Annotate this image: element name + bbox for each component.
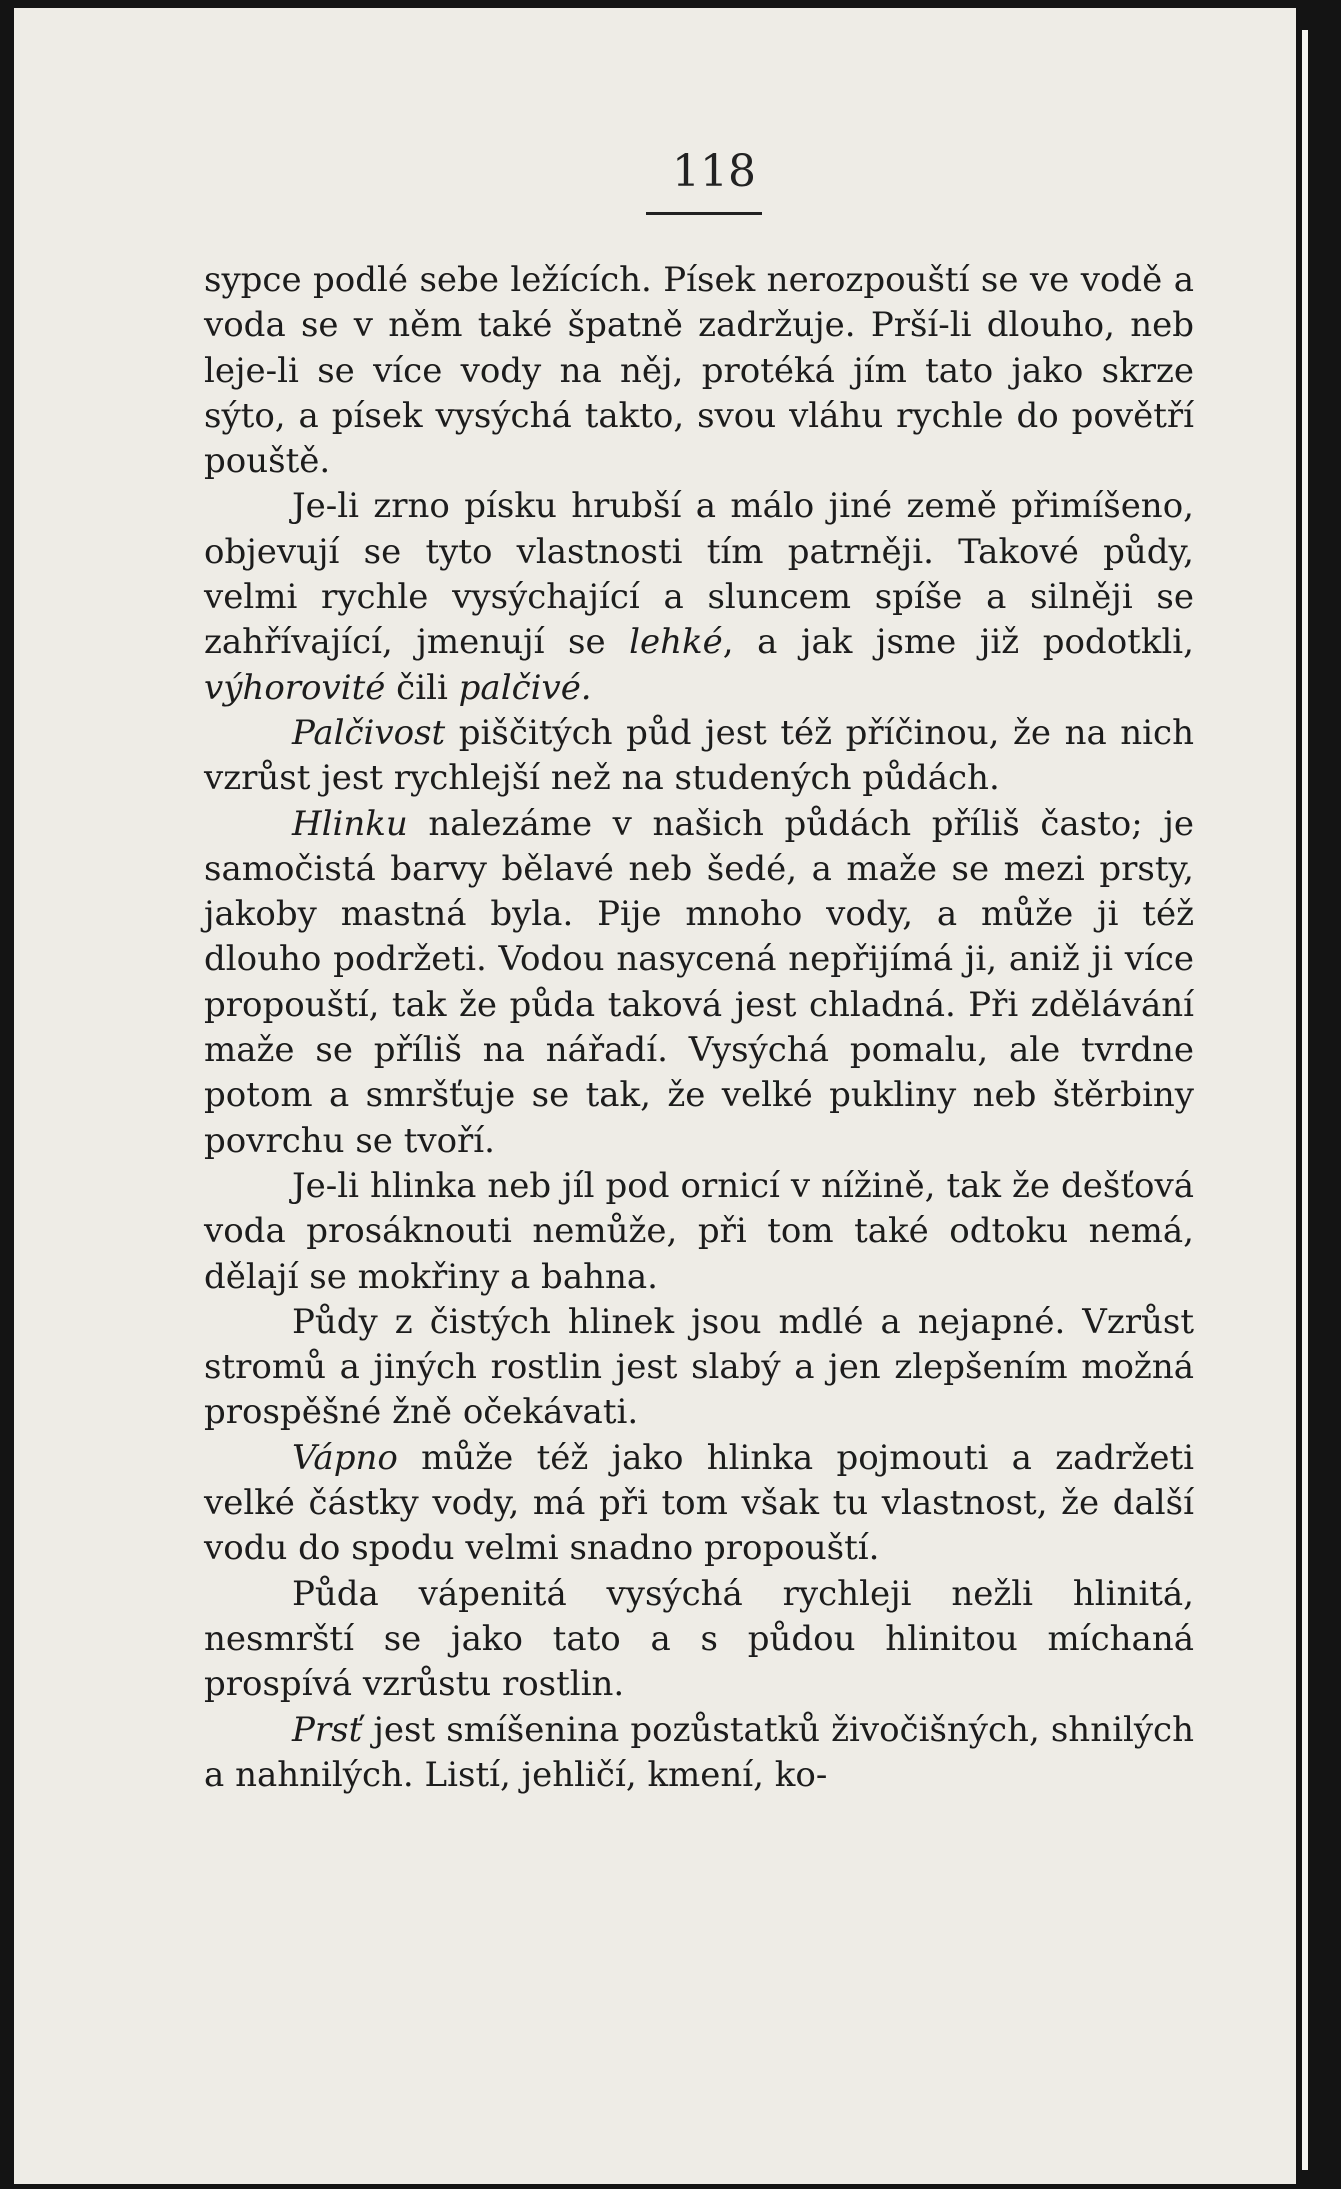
page-edge-strip [1302,30,1308,2170]
italic-term: Vápno [292,1437,398,1478]
text-run: piščitých půd jest též příčinou, že na nich vzrůst jest rychlejší než na studených půdách. [204,712,1194,799]
italic-term: Hlinku [292,803,408,844]
paragraph [204,1164,1194,1300]
text-run: nalezáme v našich půdách příliš často; je samočistá barvy bělavé neb šedé, a maže se mezi prsty, jakoby mastná byla. Pije mnoho vody, a může ji též dlouho podržeti. Vodou nasycená nepřijímá ji, aniž ji více propouští, tak že půda taková jest chladná. Při zdělávání maže se příliš na nářadí. Vysýchá pomalu, ale tvrdne potom a smršťuje se tak, že velké pukliny neb štěrbiny povrchu se tvoří. [204,803,1194,1161]
paragraph [204,802,1194,1164]
text-run: jest smíšenina pozůstatků živočišných, shnilých a nahnilých. Listí, jehličí, kmení, ko- [204,1709,1194,1795]
paragraph [204,484,1194,710]
page-number-rule [646,212,762,215]
paragraph [204,711,1194,802]
paragraph [204,1572,1194,1708]
italic-term: Palčivost [292,712,446,753]
text-run: sypce podlé sebe ležících. Písek nerozpouští se ve vodě a voda se v něm také špatně zadržuje. Prší-li dlouho, neb leje-li se více vody na něj, protéká jím tato jako skrze sýto, a písek vysýchá takto, svou vláhu rychle do povětří pouště. [204,260,1194,482]
italic-term: výhorovité [204,667,386,708]
book-page [14,8,1296,2184]
text-run: Je-li zrno písku hrubší a málo jiné země přimíšeno, objevují se tyto vlastnosti tím patrněji. Takové půdy, velmi rychle vysýchající a sluncem spíše a silněji se zahřívající, jmenují se [204,486,1194,663]
text-run: Půda vápenitá vysýchá rychleji nežli hlinitá, nesmrští se jako tato a s půdou hlinitou míchaná prospívá vzrůstu rostlin. [204,1573,1194,1705]
italic-term: lehké [629,622,723,663]
paragraph [204,258,1194,484]
page-number: 118 [672,146,756,197]
italic-term: palčivé. [458,667,592,708]
paragraph [204,1708,1194,1799]
paragraph [204,1436,1194,1572]
text-run: Je-li hlinka neb jíl pod ornicí v nížině, tak že dešťová voda prosáknouti nemůže, při tom také odtoku nemá, dělají se mokřiny a bahna. [204,1165,1194,1297]
text-run: , a jak jsme již podotkli, [722,622,1194,663]
text-run: čili [385,667,459,708]
text-run: může též jako hlinka pojmouti a zadržeti velké částky vody, má při tom však tu vlastnost, že další vodu do spodu velmi snadno propouští. [204,1437,1194,1569]
body-text [204,258,1194,1798]
italic-term: Prsť [292,1709,363,1750]
paragraph [204,1300,1194,1436]
text-run: Půdy z čistých hlinek jsou mdlé a nejapné. Vzrůst stromů a jiných rostlin jest slabý a jen zlepšením možná prospěšné žně očekávati. [204,1301,1194,1433]
